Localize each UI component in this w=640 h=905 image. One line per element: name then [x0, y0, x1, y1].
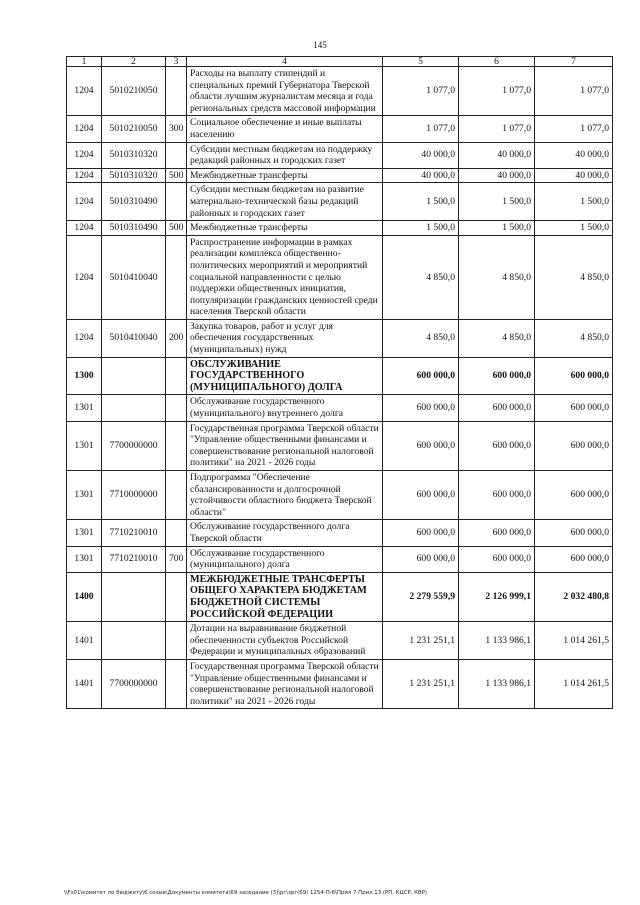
expense-type-code: [166, 142, 187, 168]
amount-col-6: 40 000,0: [459, 168, 535, 183]
amount-col-5: 600 000,0: [383, 395, 459, 421]
expense-type-code: 300: [166, 116, 187, 142]
table-header-row: [67, 57, 613, 67]
amount-col-6: 1 077,0: [459, 116, 535, 142]
amount-col-6: 1 500,0: [459, 221, 535, 236]
amount-col-5: 600 000,0: [383, 471, 459, 520]
target-code: 5010310490: [102, 221, 166, 236]
column-header: 6: [459, 57, 535, 67]
expense-type-code: 700: [166, 546, 187, 572]
section-code: 1301: [67, 421, 102, 470]
expense-type-code: 200: [166, 319, 187, 357]
amount-col-5: 600 000,0: [383, 546, 459, 572]
amount-col-7: 4 850,0: [535, 235, 613, 319]
section-code: 1301: [67, 471, 102, 520]
amount-col-6: 600 000,0: [459, 357, 535, 395]
amount-col-5: 600 000,0: [383, 520, 459, 546]
item-name: Обслуживание государственного (муниципального) внутреннего долга: [187, 395, 383, 421]
item-name: Распространение информации в рамках реализации комплекса общественно-политических мероприятий и мероприятий социальной направленности с целью поддержки общественных инициатив, популяризации гражданских ценностей среди населения Тверской области: [187, 235, 383, 319]
target-code: 5010310490: [102, 183, 166, 221]
amount-col-7: 1 014 261,5: [535, 659, 613, 708]
amount-col-5: 1 500,0: [383, 221, 459, 236]
amount-col-6: 40 000,0: [459, 142, 535, 168]
column-header: 7: [535, 57, 613, 67]
amount-col-5: 1 500,0: [383, 183, 459, 221]
section-code: 1204: [67, 319, 102, 357]
amount-col-7: 600 000,0: [535, 421, 613, 470]
column-header: 5: [383, 57, 459, 67]
section-code: 1204: [67, 116, 102, 142]
column-header: 1: [67, 57, 102, 67]
target-code: 5010210050: [102, 116, 166, 142]
section-code: 1204: [67, 67, 102, 116]
target-code: 7700000000: [102, 659, 166, 708]
amount-col-6: 1 077,0: [459, 67, 535, 116]
item-name: ОБСЛУЖИВАНИЕ ГОСУДАРСТВЕННОГО (МУНИЦИПАЛЬНОГО) ДОЛГА: [187, 357, 383, 395]
table-row: [67, 395, 613, 421]
amount-col-6: 600 000,0: [459, 546, 535, 572]
target-code: [102, 622, 166, 660]
amount-col-7: 1 077,0: [535, 116, 613, 142]
amount-col-7: 1 014 261,5: [535, 622, 613, 660]
amount-col-7: 4 850,0: [535, 319, 613, 357]
item-name: Подпрограмма "Обеспечение сбалансированности и долгосрочной устойчивости областного бюджета Тверской области": [187, 471, 383, 520]
amount-col-5: 1 231 251,1: [383, 622, 459, 660]
amount-col-7: 1 500,0: [535, 221, 613, 236]
section-code: 1204: [67, 221, 102, 236]
table-row: [67, 421, 613, 470]
amount-col-5: 1 231 251,1: [383, 659, 459, 708]
amount-col-7: 600 000,0: [535, 395, 613, 421]
target-code: 7710210010: [102, 546, 166, 572]
amount-col-6: 600 000,0: [459, 471, 535, 520]
item-name: Межбюджетные трансферты: [187, 168, 383, 183]
target-code: [102, 395, 166, 421]
amount-col-5: 40 000,0: [383, 142, 459, 168]
table-row: [67, 116, 613, 142]
amount-col-5: 600 000,0: [383, 357, 459, 395]
section-code: 1401: [67, 622, 102, 660]
table-row: [67, 168, 613, 183]
amount-col-6: 4 850,0: [459, 319, 535, 357]
expense-type-code: [166, 471, 187, 520]
expense-type-code: [166, 622, 187, 660]
expense-type-code: [166, 357, 187, 395]
item-name: Расходы на выплату стипендий и специальных премий Губернатора Тверской области лучшим журналистам месяца и года региональных средств массовой информации: [187, 67, 383, 116]
expense-type-code: [166, 395, 187, 421]
expense-type-code: [166, 421, 187, 470]
section-code: 1204: [67, 183, 102, 221]
amount-col-7: 600 000,0: [535, 471, 613, 520]
section-code: 1301: [67, 395, 102, 421]
target-code: 5010210050: [102, 67, 166, 116]
item-name: МЕЖБЮДЖЕТНЫЕ ТРАНСФЕРТЫ ОБЩЕГО ХАРАКТЕРА БЮДЖЕТАМ БЮДЖЕТНОЙ СИСТЕМЫ РОССИЙСКОЙ ФЕДЕРАЦИИ: [187, 572, 383, 621]
section-code: 1300: [67, 357, 102, 395]
expense-type-code: [166, 520, 187, 546]
target-code: 7710000000: [102, 471, 166, 520]
section-code: 1204: [67, 235, 102, 319]
table-row: [67, 520, 613, 546]
expense-type-code: 500: [166, 168, 187, 183]
table-row: [67, 235, 613, 319]
section-code: 1400: [67, 572, 102, 621]
table-row: [67, 183, 613, 221]
table-row: [67, 546, 613, 572]
amount-col-7: 40 000,0: [535, 168, 613, 183]
section-code: 1401: [67, 659, 102, 708]
item-name: Обслуживание государственного долга Тверской области: [187, 520, 383, 546]
amount-col-6: 600 000,0: [459, 421, 535, 470]
page-number: 145: [313, 40, 327, 50]
table-row: [67, 67, 613, 116]
amount-col-6: 1 133 986,1: [459, 659, 535, 708]
column-header: 2: [102, 57, 166, 67]
amount-col-7: 600 000,0: [535, 546, 613, 572]
target-code: [102, 572, 166, 621]
budget-table: [66, 56, 613, 709]
amount-col-6: 2 126 999,1: [459, 572, 535, 621]
amount-col-7: 2 032 480,8: [535, 572, 613, 621]
amount-col-6: 1 500,0: [459, 183, 535, 221]
amount-col-6: 4 850,0: [459, 235, 535, 319]
amount-col-6: 600 000,0: [459, 520, 535, 546]
column-header: 3: [166, 57, 187, 67]
expense-type-code: [166, 572, 187, 621]
target-code: 5010410040: [102, 235, 166, 319]
amount-col-5: 2 279 559,9: [383, 572, 459, 621]
item-name: Обслуживание государственного (муниципального) долга: [187, 546, 383, 572]
table-row: [67, 319, 613, 357]
amount-col-7: 40 000,0: [535, 142, 613, 168]
target-code: 5010410040: [102, 319, 166, 357]
expense-type-code: [166, 67, 187, 116]
item-name: Государственная программа Тверской области "Управление общественными финансами и совершенствование региональной налоговой политики" на 2021 - 2026 годы: [187, 421, 383, 470]
target-code: 5010310320: [102, 142, 166, 168]
table-row: [67, 357, 613, 395]
amount-col-5: 40 000,0: [383, 168, 459, 183]
item-name: Социальное обеспечение и иные выплаты населению: [187, 116, 383, 142]
table-row: [67, 142, 613, 168]
amount-col-5: 1 077,0: [383, 116, 459, 142]
item-name: Субсидии местным бюджетам на поддержку редакций районных и городских газет: [187, 142, 383, 168]
table-row: [67, 622, 613, 660]
target-code: [102, 357, 166, 395]
expense-type-code: [166, 659, 187, 708]
amount-col-5: 4 850,0: [383, 235, 459, 319]
table-row: [67, 659, 613, 708]
section-code: 1301: [67, 520, 102, 546]
amount-col-7: 1 500,0: [535, 183, 613, 221]
item-name: Дотации на выравнивание бюджетной обеспеченности субъектов Российской Федерации и муниципальных образований: [187, 622, 383, 660]
amount-col-7: 600 000,0: [535, 357, 613, 395]
target-code: 5010310320: [102, 168, 166, 183]
item-name: Субсидии местным бюджетам на развитие материально-технической базы редакций районных и городских газет: [187, 183, 383, 221]
item-name: Межбюджетные трансферты: [187, 221, 383, 236]
expense-type-code: [166, 183, 187, 221]
target-code: 7700000000: [102, 421, 166, 470]
section-code: 1301: [67, 546, 102, 572]
expense-type-code: 500: [166, 221, 187, 236]
item-name: Государственная программа Тверской области "Управление общественными финансами и совершенствование региональной налоговой политики" на 2021 - 2026 годы: [187, 659, 383, 708]
column-header: 4: [187, 57, 383, 67]
table-row: [67, 471, 613, 520]
table-row: [67, 221, 613, 236]
file-path-footer: \\Fs01\комитет по бюджету\6 созыв\Документы комитета\69 заседание (3)\рг\зрг(69) 1254-П-6\Прил 7 Прил 13 (РП, КЦСР, КВР): [64, 890, 428, 896]
amount-col-7: 600 000,0: [535, 520, 613, 546]
amount-col-5: 1 077,0: [383, 67, 459, 116]
section-code: 1204: [67, 142, 102, 168]
amount-col-5: 4 850,0: [383, 319, 459, 357]
section-code: 1204: [67, 168, 102, 183]
item-name: Закупка товаров, работ и услуг для обеспечения государственных (муниципальных) нужд: [187, 319, 383, 357]
amount-col-7: 1 077,0: [535, 67, 613, 116]
expense-type-code: [166, 235, 187, 319]
target-code: 7710210010: [102, 520, 166, 546]
table-row: [67, 572, 613, 621]
amount-col-6: 1 133 986,1: [459, 622, 535, 660]
amount-col-6: 600 000,0: [459, 395, 535, 421]
amount-col-5: 600 000,0: [383, 421, 459, 470]
